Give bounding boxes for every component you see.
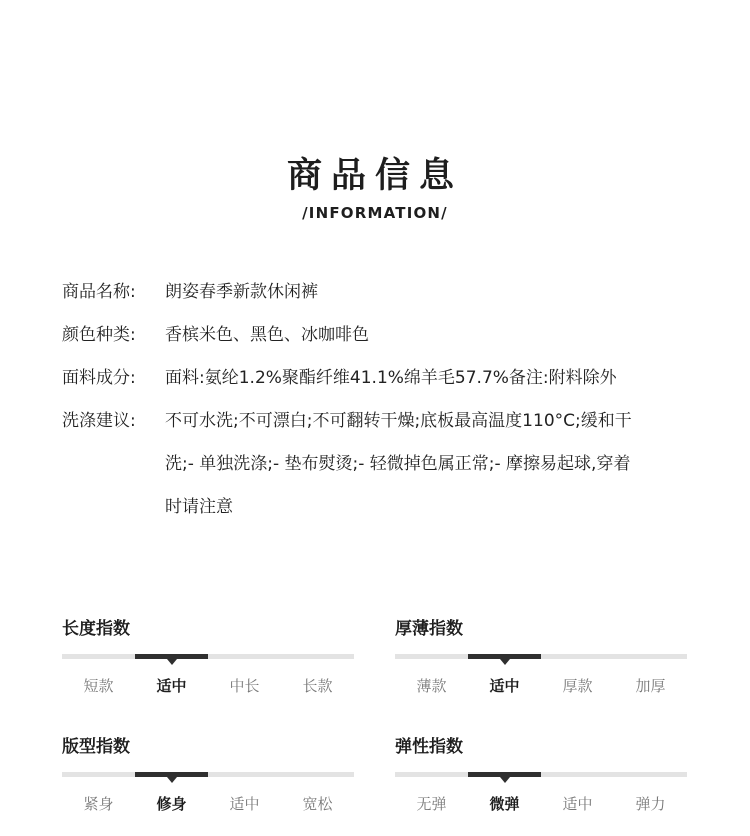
index-option: 无弹 bbox=[416, 795, 447, 813]
index-bar bbox=[62, 654, 354, 659]
index-option: 加厚 bbox=[635, 677, 666, 695]
index-option: 薄款 bbox=[416, 677, 447, 695]
info-label: 颜色种类: bbox=[62, 325, 136, 345]
index-thickness bbox=[395, 614, 687, 714]
index-elasticity bbox=[395, 732, 687, 832]
info-value: 香槟米色、黑色、冰咖啡色 bbox=[165, 325, 369, 345]
index-option: 短款 bbox=[83, 677, 114, 695]
wash-line: 洗;- 单独洗涤;- 垫布熨烫;- 轻微掉色属正常;- 摩擦易起球,穿着 bbox=[165, 454, 631, 474]
index-option: 长款 bbox=[302, 677, 333, 695]
index-option: 厚款 bbox=[562, 677, 593, 695]
index-option-selected: 微弹 bbox=[489, 795, 520, 813]
index-option-selected: 修身 bbox=[156, 795, 187, 813]
index-fit bbox=[62, 732, 354, 832]
info-value: 朗姿春季新款休闲裤 bbox=[165, 282, 318, 302]
index-option-selected: 适中 bbox=[156, 677, 187, 695]
index-length bbox=[62, 614, 354, 714]
index-option: 适中 bbox=[229, 795, 260, 813]
info-label: 商品名称: bbox=[62, 282, 136, 302]
index-pointer-icon bbox=[167, 777, 177, 783]
index-pointer-icon bbox=[500, 777, 510, 783]
info-row-wash bbox=[62, 400, 702, 530]
index-title: 版型指数 bbox=[62, 737, 130, 757]
wash-line: 不可水洗;不可漂白;不可翻转干燥;底板最高温度110°C;缓和干 bbox=[165, 411, 632, 431]
index-option: 弹力 bbox=[635, 795, 666, 813]
index-title: 长度指数 bbox=[62, 619, 130, 639]
index-option: 宽松 bbox=[302, 795, 333, 813]
index-option-selected: 适中 bbox=[489, 677, 520, 695]
index-pointer-icon bbox=[500, 659, 510, 665]
index-option: 中长 bbox=[229, 677, 260, 695]
info-label: 面料成分: bbox=[62, 368, 136, 388]
wash-instructions bbox=[165, 400, 695, 529]
index-bar bbox=[62, 772, 354, 777]
index-pointer-icon bbox=[167, 659, 177, 665]
index-bar bbox=[395, 654, 687, 659]
info-label: 洗涤建议: bbox=[62, 411, 136, 431]
index-option: 紧身 bbox=[83, 795, 114, 813]
page-subtitle: /INFORMATION/ bbox=[302, 204, 448, 222]
page-title: 商品信息 bbox=[286, 156, 463, 196]
wash-line: 时请注意 bbox=[165, 497, 233, 517]
info-value: 面料:氨纶1.2%聚酯纤维41.1%绵羊毛57.7%备注:附料除外 bbox=[165, 368, 617, 388]
index-title: 厚薄指数 bbox=[395, 619, 463, 639]
index-option: 适中 bbox=[562, 795, 593, 813]
index-title: 弹性指数 bbox=[395, 737, 463, 757]
index-bar bbox=[395, 772, 687, 777]
